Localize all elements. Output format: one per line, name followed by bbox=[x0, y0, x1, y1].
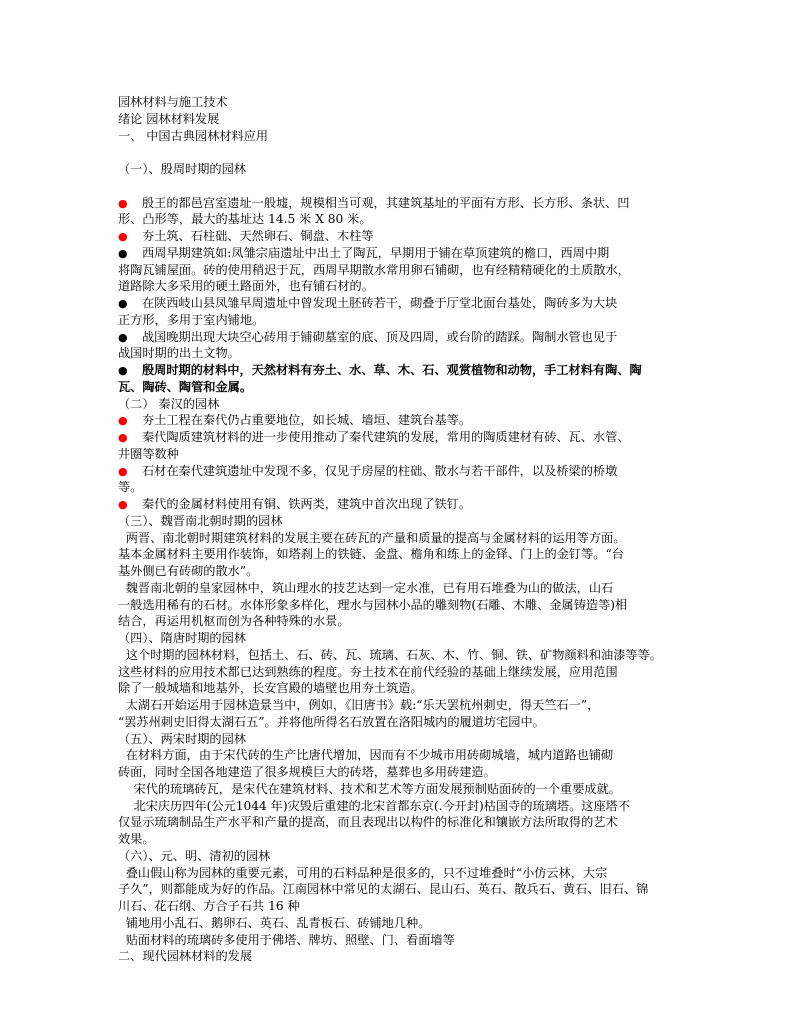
sec6-paragraph-1-line-2: 子久”，则都能成为好的作品。江南园林中常见的太湖石、昆山石、英石、散兵石、黄石、旧石、锦 bbox=[118, 882, 649, 897]
sec6-paragraph-1-line-1: 叠山假山称为园林的重要元素，可用的石料品种是很多的，只不过堆叠时“小仿云林，大宗 bbox=[118, 865, 608, 880]
sec1-paragraph-3-line-3: 道路除大多采用的硬土路面外，也有铺石材的。 bbox=[118, 279, 374, 294]
sec1-paragraph-4-line-1: ● 在陕西岐山县凤雏早周遗址中曾发现土胚砖若干，砌叠于厅堂北面台基处，陶砖多为大块 bbox=[118, 295, 692, 312]
blank-line bbox=[118, 178, 692, 195]
sec1-paragraph-4-line-2: 正方形，多用于室内铺地。 bbox=[118, 312, 265, 327]
section6-heading: （六）、元、明、清初的园林 bbox=[118, 848, 271, 863]
sec3-paragraph-2-line-3: 结合，再运用机枢而创为各种特殊的水景。 bbox=[118, 614, 350, 629]
sec1-summary-line-1: ● 殷周时期的材料中，天然材料有夯土、水、草、木、石、观赏植物和动物，手工材料有陶、陶 bbox=[118, 362, 692, 379]
sec6-paragraph-2: 铺地用小乱石、鹅卵石、英石、乱青板石、砖铺地几种。 bbox=[118, 915, 431, 930]
sec1-paragraph-3-line-2: 将陶瓦铺屋面。砖的使用稍迟于瓦，西周早期散水常用卵石铺砌，也有经精精硬化的土质散水， bbox=[118, 262, 630, 277]
sec1-paragraph-5-line-1: ● 战国晚期出现大块空心砖用于铺砌墓室的底、顶及四周，或台阶的踏踩。陶制水管也见于 bbox=[118, 329, 692, 346]
sec3-paragraph-2-line-1: 魏晋南北朝的皇家园林中，筑山理水的技艺达到一定水准，已有用石堆叠为山的做法，山石 bbox=[118, 580, 614, 595]
black-bullet-icon: ● bbox=[118, 246, 128, 260]
black-bullet-icon: ● bbox=[118, 330, 128, 344]
sec4-paragraph-1-line-2: 这些材料的应用技术都已达到熟练的程度。夯土技术在前代经验的基础上继续发展，应用范围 bbox=[118, 664, 618, 679]
sec6-paragraph-1-line-3: 川石、花石纲、方合子石共 16 种 bbox=[118, 899, 300, 913]
section4-heading: （四）、隋唐时期的园林 bbox=[118, 631, 246, 645]
section2-heading: （二） 秦汉的园林 bbox=[118, 396, 220, 411]
sec5-paragraph-1-line-2: 砖面，同时全国各地建造了很多规模巨大的砖塔，墓葬也多用砖建造。 bbox=[118, 765, 496, 779]
sec5-paragraph-3-line-3: 效果。 bbox=[118, 832, 155, 846]
sec4-paragraph-2-line-1: 太湖石开始运用于园林造景当中，例如，《旧唐书》载:“乐天罢杭州刺史，得天竺石一”， bbox=[118, 698, 600, 712]
sec5-paragraph-3-line-2: 仅显示琉璃制品生产水平和产量的提高，而且表现出以构件的标准化和镶嵌方法所取得的艺术 bbox=[118, 815, 618, 830]
document-page bbox=[118, 94, 692, 965]
intro-heading: 绪论 园林材料发展 bbox=[118, 111, 220, 126]
section3-heading: （三）、魏晋南北朝时期的园林 bbox=[118, 513, 283, 528]
sec5-paragraph-1-line-1: 在材料方面，由于宋代砖的生产比唐代增加，因而有不少城市用砖砌城墙，城内道路也铺砌 bbox=[118, 748, 614, 763]
sec1-paragraph-5-line-2: 战国时期的出土文物。 bbox=[118, 346, 240, 361]
sec3-paragraph-1-line-1: 两晋、南北朝时期建筑材料的发展主要在砖瓦的产量和质量的提高与金属材料的运用等方面。 bbox=[118, 530, 626, 545]
black-bullet-icon: ● bbox=[118, 297, 128, 310]
red-bullet-icon: ● bbox=[118, 498, 128, 511]
sec2-paragraph-4: ● 秦代的金属材料使用有铜、铁两类，建筑中首次出现了铁钉。 bbox=[118, 496, 692, 513]
sec1-summary-line-2: 瓦、陶砖、陶管和金属。 bbox=[118, 379, 253, 394]
sec3-paragraph-1-line-2: 基本金属材料主要用作装饰，如塔刹上的铁链、金盘、檐角和练上的金铎、门上的金钉等。“台 bbox=[118, 547, 624, 562]
part2-heading: 二、现代园林材料的发展 bbox=[118, 949, 253, 964]
sec1-paragraph-1-line-2: 形、凸形等，最大的基址达 14.5 米 X 80 米。 bbox=[118, 212, 372, 227]
black-bullet-icon: ● bbox=[118, 364, 128, 377]
sec5-paragraph-3-line-1: 北宋庆历四年(公元1044 年)灾毁后重建的北宋首都东京(.今开封)枯国寺的琉璃塔。这座塔不 bbox=[118, 798, 631, 813]
sec1-paragraph-2: ● 夯土筑、石柱础、天然卵石、铜盘、木柱等 bbox=[118, 228, 692, 245]
sec5-paragraph-2: 宋代的琉璃砖瓦，是宋代在建筑材料、技术和艺术等方面发展预制贴面砖的一个重要成就。 bbox=[118, 781, 621, 796]
sec1-paragraph-1-line-1: ● 殷王的都邑宫室遗址一般墟，规模相当可观，其建筑基址的平面有方形、长方形、条状、凹 bbox=[118, 195, 692, 212]
sec1-paragraph-3-line-1: ● 西周早期建筑如:凤雏宗庙遗址中出土了陶瓦，早期用于铺在草顶建筑的檐口，西周中期 bbox=[118, 245, 692, 262]
sec4-paragraph-1-line-1: 这个时期的园林材料，包括土、石、砖、瓦、琉璃、石灰、木、竹、铜、铁、矿物颜料和油漆等等。 bbox=[118, 647, 662, 662]
sec2-paragraph-3-line-2: 等。 bbox=[118, 480, 143, 495]
sec6-paragraph-3: 贴面材料的琉璃砖多使用于佛塔、牌坊、照壁、门、看面墙等 bbox=[118, 932, 455, 947]
blank-line bbox=[118, 144, 692, 161]
section1-heading: （一）、殷周时期的园林 bbox=[118, 162, 246, 176]
sec2-paragraph-1: ● 夯土工程在秦代仍占重要地位，如长城、墙垣、建筑台基等。 bbox=[118, 412, 692, 429]
sec2-paragraph-2-line-2: 井圈等数种 bbox=[118, 446, 179, 461]
sec4-paragraph-1-line-3: 除了一般城墙和地基外，长安宫殿的墙壁也用夯土筑造。 bbox=[118, 681, 423, 696]
red-bullet-icon: ● bbox=[118, 196, 128, 210]
sec2-paragraph-2-line-1: ● 秦代陶质建筑材料的进一步使用推动了秦代建筑的发展，常用的陶质建材有砖、瓦、水管、 bbox=[118, 429, 692, 446]
red-bullet-icon: ● bbox=[118, 431, 128, 444]
sec3-paragraph-1-line-3: 基外侧已有砖砌的散水”。 bbox=[118, 564, 259, 578]
red-bullet-icon: ● bbox=[118, 464, 128, 478]
red-bullet-icon: ● bbox=[118, 230, 128, 243]
document-title: 园林材料与施工技术 bbox=[118, 95, 228, 109]
sec3-paragraph-2-line-2: 一般选用稀有的石材。水体形象多样化，理水与园林小品的雕刻物(石雕、木雕、金属铸造等)相 bbox=[118, 597, 628, 612]
sec4-paragraph-2-line-2: “罢苏州刺史旧得太湖石五”。并将他所得名石放置在洛阳城内的履道坊宅园中。 bbox=[118, 714, 545, 729]
section5-heading: （五）、两宋时期的园林 bbox=[118, 731, 246, 746]
red-bullet-icon: ● bbox=[118, 414, 128, 428]
part1-heading: 一、 中国古典园林材料应用 bbox=[118, 128, 269, 143]
sec2-paragraph-3-line-1: ● 石材在秦代建筑遗址中发现不多，仅见于房屋的柱础、散水与若干部件，以及桥梁的桥墩 bbox=[118, 463, 692, 480]
